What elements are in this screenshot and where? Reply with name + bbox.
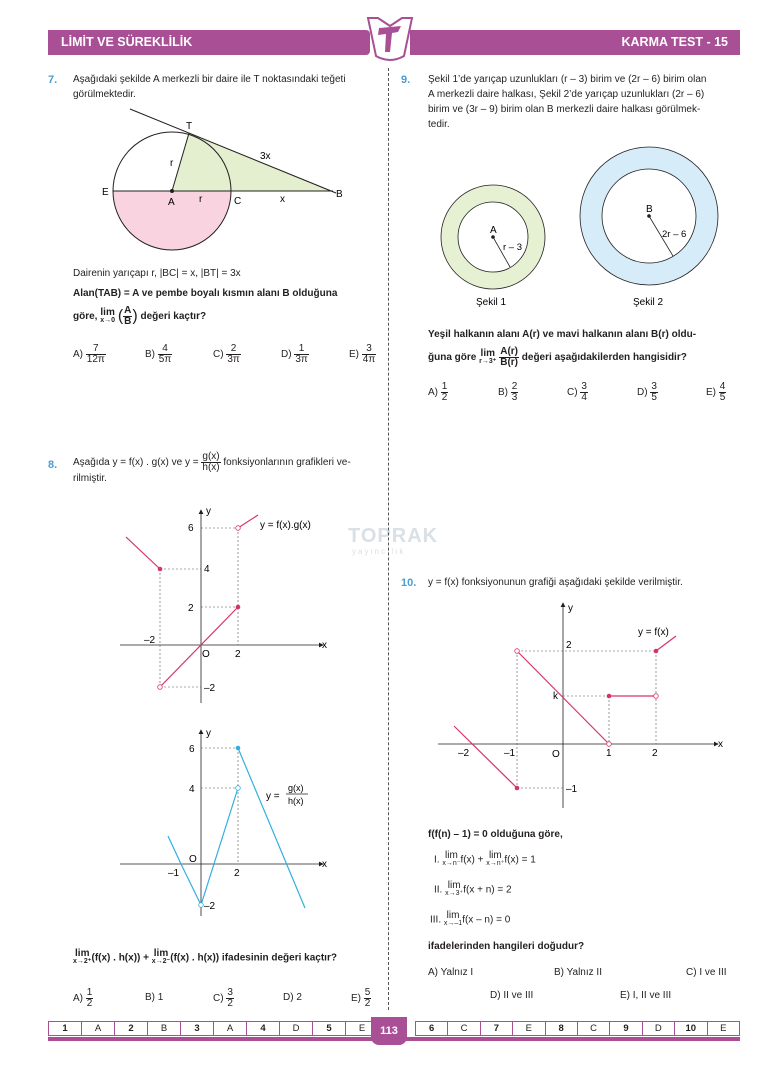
- q7-option-b[interactable]: B) $\frac{4}{5\pi}$: [145, 343, 172, 365]
- q10-option-e[interactable]: E) I, II ve III: [620, 990, 672, 1001]
- q7-option-a[interactable]: A) $\frac{7}{12\pi}$: [73, 343, 105, 365]
- q9-option-a[interactable]: A) $\frac{1}{2}$: [428, 381, 448, 403]
- q9-number: 9.: [401, 74, 411, 86]
- answer-key-num: 9: [610, 1022, 642, 1036]
- q9-question-1: Yeşil halkanın alanı A(r) ve mavi halkanın alanı B(r) oldu-: [428, 329, 697, 340]
- svg-text:O: O: [189, 854, 197, 865]
- answer-key-ans: D: [642, 1022, 674, 1036]
- q9-option-d[interactable]: D) $\frac{3}{5}$: [637, 381, 657, 403]
- svg-text:x: x: [718, 739, 723, 750]
- q9-intro-3: birim ve (3r – 9) birim olan B merkezli daire halkası görülmek-: [428, 104, 701, 115]
- answer-key-ans: A: [214, 1022, 247, 1036]
- svg-text:–2: –2: [204, 901, 216, 912]
- watermark-sub: yayıncılık: [352, 547, 406, 556]
- q10-given: f(f(n) – 1) = 0 olduğuna göre,: [428, 829, 563, 840]
- answer-key-right: [415, 1021, 740, 1036]
- svg-text:x: x: [322, 859, 327, 870]
- q7-label-r2: r: [199, 194, 203, 205]
- q10-option-c[interactable]: C) I ve III: [686, 967, 727, 978]
- q8-graph2: [118, 728, 338, 918]
- svg-text:6: 6: [188, 523, 194, 534]
- header-left-title: LİMİT VE SÜREKLİLİK: [48, 30, 370, 55]
- q7-label-x: x: [280, 194, 285, 205]
- svg-text:4: 4: [204, 564, 210, 575]
- q8-number: 8.: [48, 459, 58, 471]
- svg-text:k: k: [553, 691, 558, 702]
- q8-intro-2: rilmiştir.: [73, 473, 107, 484]
- q9-question-2: ğuna göre lim r→3⁺ $\frac{A(r)}{B(r)}$ değeri aşağıdakilerden hangisidir?: [428, 346, 687, 368]
- svg-text:2: 2: [235, 649, 241, 660]
- svg-text:O: O: [552, 749, 560, 760]
- answer-key-num: 8: [545, 1022, 577, 1036]
- q7-label-B: B: [336, 189, 343, 200]
- q7-question-1: Alan(TAB) = A ve pembe boyalı kısmın alanı B olduğuna: [73, 288, 338, 299]
- q10-option-d[interactable]: D) II ve III: [490, 990, 534, 1001]
- q10-statement-1: I. lim x→n⁻ f(x) + lim x→n⁺ f(x) = 1: [434, 850, 536, 867]
- q8-intro-1: Aşağıda y = f(x) . g(x) ve y = $\frac{g(x)}{h(x)}$ fonksiyonlarının grafikleri ve-: [73, 451, 351, 473]
- q10-option-b[interactable]: B) Yalnız II: [554, 967, 602, 978]
- svg-text:6: 6: [189, 744, 195, 755]
- svg-text:2r – 6: 2r – 6: [662, 229, 687, 240]
- answer-key-ans: E: [707, 1022, 739, 1036]
- svg-text:–1: –1: [566, 784, 578, 795]
- svg-text:A: A: [490, 225, 497, 236]
- q7-option-d[interactable]: D) $\frac{1}{3\pi}$: [281, 343, 308, 365]
- q10-option-a[interactable]: A) Yalnız I: [428, 967, 474, 978]
- q10-statement-2: II. lim x→3⁺ f(x + n) = 2: [434, 880, 512, 897]
- q10-statement-3: III. lim x→–1 f(x – n) = 0: [430, 910, 511, 927]
- svg-text:–1: –1: [504, 748, 516, 759]
- q7-option-e[interactable]: E) $\frac{3}{4\pi}$: [349, 343, 376, 365]
- answer-key-num: 10: [675, 1022, 707, 1036]
- q9-figures: [430, 140, 740, 315]
- svg-text:O: O: [202, 649, 210, 660]
- q10-intro: y = f(x) fonksiyonunun grafiği aşağıdaki şekilde verilmiştir.: [428, 577, 683, 588]
- publisher-logo-icon: [364, 16, 416, 62]
- q7-label-A: A: [168, 197, 175, 208]
- q7-intro-2: görülmektedir.: [73, 89, 136, 100]
- q7-label-3x: 3x: [260, 151, 271, 162]
- q7-label-r1: r: [170, 158, 174, 169]
- q8-question: lim x→2⁺ (f(x) . h(x)) + lim x→2⁻ (f(x) . h(x)) ifadesinin değeri kaçtır?: [73, 948, 337, 965]
- svg-text:h(x): h(x): [288, 796, 304, 806]
- answer-key-ans: E: [513, 1022, 545, 1036]
- svg-text:g(x): g(x): [288, 783, 304, 793]
- svg-text:Şekil 1: Şekil 1: [476, 297, 507, 308]
- svg-text:–2: –2: [458, 748, 470, 759]
- q10-question: ifadelerinden hangileri doğudur?: [428, 941, 585, 952]
- q7-label-T: T: [186, 121, 193, 132]
- q10-graph: [436, 598, 726, 810]
- svg-text:4: 4: [189, 784, 195, 795]
- q9-intro-4: tedir.: [428, 119, 450, 130]
- q8-option-e[interactable]: E) $\frac{5}{2}$: [351, 987, 371, 1009]
- svg-text:2: 2: [234, 868, 240, 879]
- svg-text:y: y: [206, 728, 211, 739]
- svg-text:2: 2: [188, 603, 194, 614]
- page-number: 113: [371, 1017, 407, 1045]
- svg-text:y: y: [206, 506, 211, 517]
- svg-text:r – 3: r – 3: [503, 242, 523, 253]
- answer-key-left: [48, 1021, 379, 1036]
- q7-label-E: E: [102, 187, 109, 198]
- svg-text:–2: –2: [144, 635, 156, 646]
- svg-text:2: 2: [652, 748, 658, 759]
- q9-option-c[interactable]: C) $\frac{3}{4}$: [567, 381, 587, 403]
- q7-intro-1: Aşağıdaki şekilde A merkezli bir daire ile T noktasındaki teğeti: [73, 74, 346, 85]
- answer-key-ans: C: [448, 1022, 480, 1036]
- q8-option-b[interactable]: B) 1: [145, 992, 164, 1003]
- q9-intro-2: A merkezli daire halkası, Şekil 2’de yarıçap uzunlukları (2r – 6): [428, 89, 705, 100]
- answer-key-num: 7: [480, 1022, 512, 1036]
- header-right-title: KARMA TEST - 15: [410, 30, 740, 55]
- answer-key-ans: D: [280, 1022, 313, 1036]
- svg-text:x: x: [322, 640, 327, 651]
- q8-option-d[interactable]: D) 2: [283, 992, 302, 1003]
- svg-text:B: B: [646, 204, 653, 215]
- svg-text:1: 1: [606, 748, 612, 759]
- q8-graph1: [118, 505, 338, 705]
- q9-option-e[interactable]: E) $\frac{4}{5}$: [706, 381, 726, 403]
- q9-intro-1: Şekil 1’de yarıçap uzunlukları (r – 3) birim ve (2r – 6) birim olan: [428, 74, 707, 85]
- answer-key-num: 2: [115, 1022, 148, 1036]
- answer-key-ans: E: [346, 1022, 379, 1036]
- svg-text:–1: –1: [168, 868, 180, 879]
- watermark-brand: TOPRAK: [348, 525, 439, 547]
- q7-figure: [90, 108, 360, 253]
- answer-key-num: 6: [416, 1022, 448, 1036]
- q9-option-b[interactable]: B) $\frac{2}{3}$: [498, 381, 518, 403]
- answer-key-num: 4: [247, 1022, 280, 1036]
- answer-key-ans: A: [82, 1022, 115, 1036]
- q7-number: 7.: [48, 74, 58, 86]
- q10-number: 10.: [401, 577, 417, 589]
- q7-question-2: göre, lim x→0 ( $\frac{A}{B}$ ) değeri kaçtır?: [73, 305, 207, 327]
- svg-text:y: y: [568, 603, 573, 614]
- q7-label-C: C: [234, 196, 242, 207]
- q7-given: Dairenin yarıçapı r, |BC| = x, |BT| = 3x: [73, 268, 241, 279]
- svg-text:y = f(x).g(x): y = f(x).g(x): [260, 520, 311, 531]
- answer-key-ans: B: [148, 1022, 181, 1036]
- q7-option-c[interactable]: C) $\frac{2}{3\pi}$: [213, 343, 240, 365]
- svg-text:2: 2: [566, 640, 572, 651]
- q8-option-a[interactable]: A) $\frac{1}{2}$: [73, 987, 93, 1009]
- svg-text:Şekil 2: Şekil 2: [633, 297, 664, 308]
- answer-key-num: 1: [49, 1022, 82, 1036]
- svg-text:y = f(x): y = f(x): [638, 627, 669, 638]
- svg-text:–2: –2: [204, 683, 216, 694]
- answer-key-num: 5: [313, 1022, 346, 1036]
- q8-option-c[interactable]: C) $\frac{3}{2}$: [213, 987, 233, 1009]
- svg-text:y =: y =: [266, 791, 280, 802]
- answer-key-ans: C: [577, 1022, 609, 1036]
- column-divider: [388, 68, 389, 1010]
- answer-key-num: 3: [181, 1022, 214, 1036]
